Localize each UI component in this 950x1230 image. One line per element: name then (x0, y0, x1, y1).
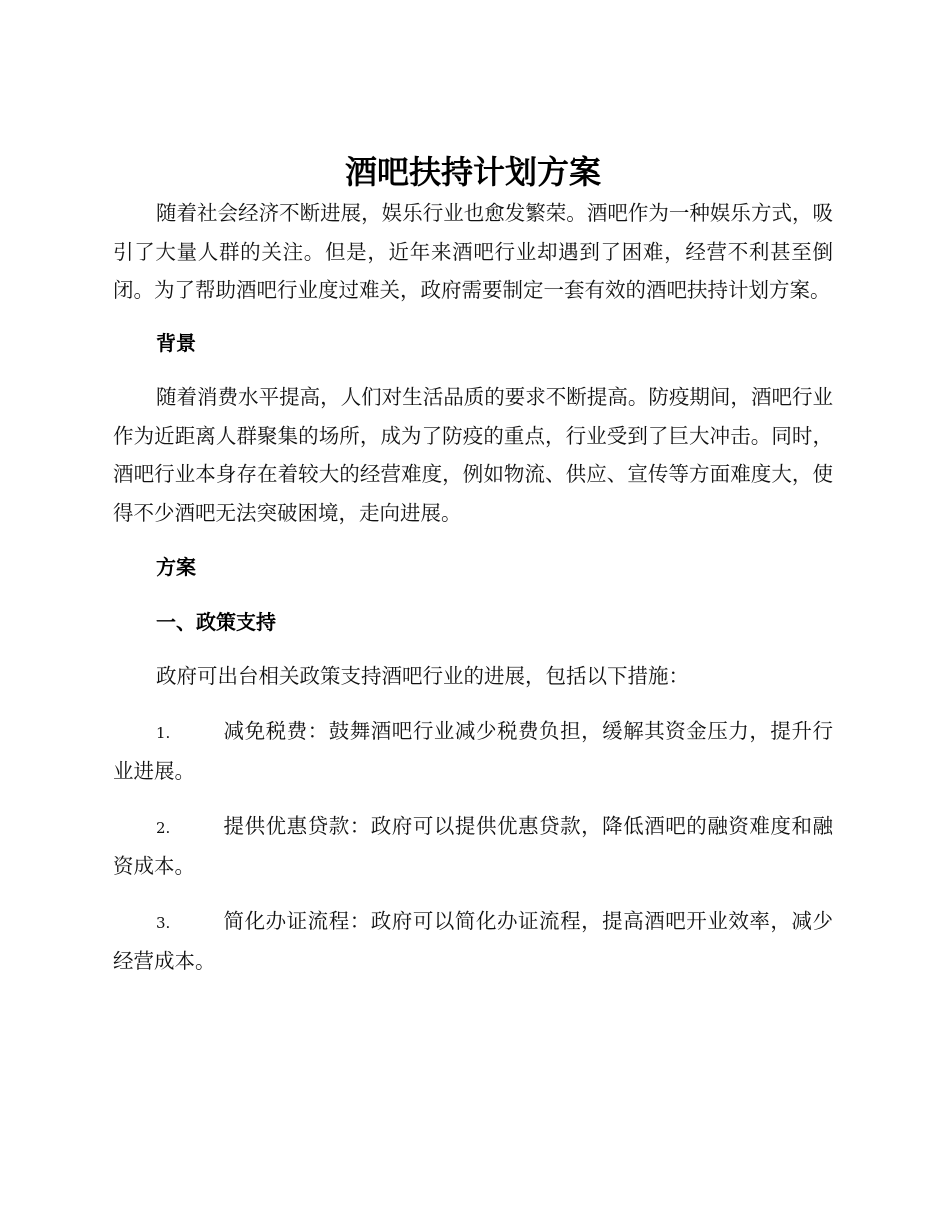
list-item-number: 1. (156, 723, 171, 742)
list-item-number: 3. (156, 913, 171, 932)
document-title: 酒吧扶持计划方案 (344, 153, 601, 191)
list-item-text: 提供优惠贷款：政府可以提供优惠贷款，降低酒吧的融资难度和融资成本。 (113, 813, 833, 878)
section-policy-heading: 一、政策支持 (156, 609, 276, 634)
plan-heading: 方案 (156, 555, 196, 579)
spacer (113, 532, 833, 548)
spacer (113, 310, 833, 324)
spacer (113, 791, 833, 807)
spacer (113, 696, 833, 712)
spacer (113, 641, 833, 657)
list-item-text: 减免税费：鼓舞酒吧行业减少税费负担，缓解其资金压力，提升行业进展。 (113, 718, 833, 783)
intro-paragraph: 随着社会经济不断进展，娱乐行业也愈发繁荣。酒吧作为一种娱乐方式，吸引了大量人群的关注。但是，近年来酒吧行业却遇到了困难，经营不利甚至倒闭。为了帮助酒吧行业度过难关，政府需要制定一套有效的酒吧扶持计划方案。 (113, 201, 833, 302)
spacer (113, 886, 833, 902)
list-item (113, 807, 833, 886)
background-heading: 背景 (156, 330, 196, 355)
list-item (113, 902, 833, 981)
list-item-number: 2. (156, 818, 171, 837)
background-paragraph: 随着消费水平提高，人们对生活品质的要求不断提高。防疫期间，酒吧行业作为近距离人群聚集的场所，成为了防疫的重点，行业受到了巨大冲击。同时，酒吧行业本身存在着较大的经营难度，例如物流、供应、宣传等方面难度大，使得不少酒吧无法突破困境，走向进展。 (113, 385, 833, 525)
policy-lead-paragraph: 政府可出台相关政策支持酒吧行业的进展，包括以下措施： (156, 664, 689, 688)
spacer (113, 587, 833, 603)
document-body (113, 150, 833, 981)
list-item-text: 简化办证流程：政府可以简化办证流程，提高酒吧开业效率，减少经营成本。 (113, 908, 833, 973)
spacer (113, 362, 833, 378)
list-item (113, 712, 833, 791)
